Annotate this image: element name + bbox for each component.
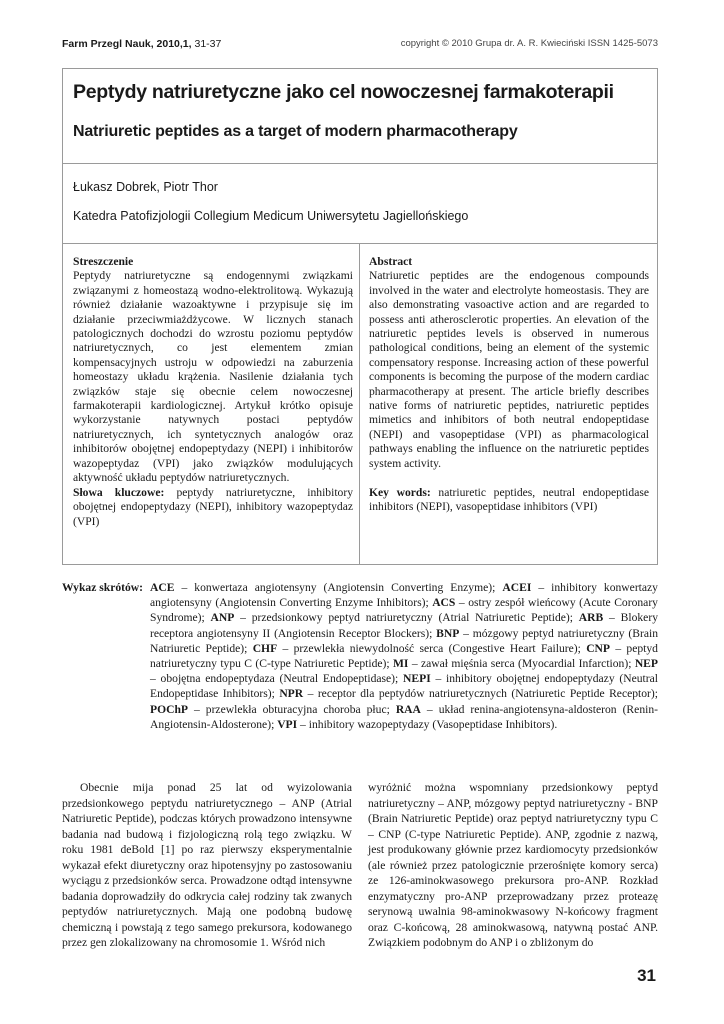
abbreviation-term: ACEI (502, 581, 532, 594)
abstract-polish (73, 255, 353, 486)
abbreviation-definition: – inhibitory wazopeptydazy (Vasopeptidase Inhibitors). (297, 717, 558, 731)
abbreviation-term: ANP (210, 611, 235, 625)
title-polish: Peptydy natriuretyczne jako cel nowoczesnej farmakoterapii (73, 81, 614, 103)
article-header-box (62, 68, 658, 565)
body-paragraph: Obecnie mija ponad 25 lat od wyizolowania przedsionkowego peptydu natriuretycznego – ANP (Atrial Natriuretic Peptide), podczas których prowadzono intensywne badania nad budową i fizjologiczną rolą tego związku. W roku 1981 deBold [1] po raz pierwszy eksperymentalnie wykazał efekt diuretyczny oraz hipotensyjny po zastosowaniu wyciągu z przedsionków serca. Prowadzone odtąd intensywne badania doprowadziły do odkrycia całej rodziny tak zwanych peptydów natriuretycznych. Mają one podobną budowę chemiczną i powstają z tego samego prekursora, kodowanego przez gen zlokalizowany na chromosomie 1. Wśród nich (62, 781, 352, 949)
abbreviation-term: NEPI (403, 672, 431, 686)
journal-citation (62, 38, 221, 50)
abstract-english-heading: Abstract (369, 255, 413, 268)
abbreviation-definition: – przedsionkowy peptyd natriuretyczny (Atrial Natriuretic Peptide); (234, 611, 579, 625)
abbreviations-label: Wykaz skrótów: (62, 581, 144, 594)
abbreviation-definition: – układ renina-angiotensyna-aldosteron (Renin-Angiotensin-Aldosterone); (150, 702, 658, 731)
abbreviation-term: MI (392, 657, 409, 671)
abbreviation-definition: – konwertaza angiotensyny (Angiotensin Converting Enzyme); (174, 581, 503, 594)
divider (63, 243, 657, 244)
abbreviations-list (62, 580, 658, 732)
keywords-english-label: Key words: (369, 486, 431, 499)
abbreviation-term: ACS (432, 596, 456, 610)
journal-name: Farm Przegl Nauk, 2010,1, (62, 38, 192, 50)
abbreviation-term: VPI (277, 717, 298, 731)
page-number: 31 (637, 966, 656, 985)
body-paragraph: wyróżnić można wspomniany przedsionkowy peptyd natriuretyczny – ANP, mózgowy peptyd natriuretyczny - BNP (Brain Natriuretic Peptide) oraz peptyd natriuretyczny typu C – CNP (C-type Natriuretic Peptide). ANP, zgodnie z nazwą, jest produkowany głównie przez kardiomocyty przedsionków (ale również przez patologicznie przerośnięte komory serca) ze 126-aminokwasowego prekursora pro-ANP. Rozkład enzymatyczny pro-ANP przeprowadzany przez proteazę serynową uwalnia 98-aminokwasowy N-końcowy fragment oraz C-końcową, 28 aminokwasową, natywną postać ANP. Związkiem podobnym do ANP i o zbliżonym do (368, 781, 658, 949)
abstract-english-text: Natriuretic peptides are the endogenous compounds involved in the water and electrolyte homeostasis. They are also demonstrating vasoactive action and are regarded to possess anti atherosclerotic properties. An elevation of the natriuretic peptides levels is observed in numerous pathological conditions, being an element of the systemic compensatory response. Increasing action of these powerful components is becoming the purpose of the modern cardiac pharmacotherapy at present. The article briefly describes native forms of natriuretic peptides, natriuretic peptides mimetics and inhibitors of both neutral endopeptidase (NEPI) and vasopeptidase (VPI) as pharmacological pathways enabling the influence on the natriuretic peptides system activity. (369, 269, 649, 470)
abbreviation-definition: – peptyd natriuretyczny typu C (C-type Natriuretic Peptide); (150, 641, 658, 671)
abbreviation-definition: – przewlekła obturacyjna choroba płuc; (188, 702, 396, 716)
running-header (62, 38, 658, 52)
abbreviation-term: POChP (150, 702, 189, 716)
keywords-english (369, 486, 649, 515)
abbreviation-term: BNP (436, 626, 460, 640)
title-english: Natriuretic peptides as a target of modern pharmacotherapy (73, 123, 518, 140)
column-divider (359, 243, 360, 564)
abbreviation-definition: – inhibitory konwertazy angiotensyny (Angiotensin Converting Enzyme Inhibitors); (150, 581, 658, 610)
keywords-english-text: natriuretic peptides, neutral endopeptidase inhibitors (NEPI), vasopeptidase inhibitors (VPI) (369, 486, 649, 514)
abbreviation-definition: – receptor dla peptydów natriuretycznych (Natriuretic Peptide Receptor); (303, 687, 658, 701)
divider (63, 163, 657, 164)
authors: Łukasz Dobrek, Piotr Thor (73, 180, 218, 194)
abbreviation-term: ACE (150, 581, 175, 594)
abbreviation-definition: – obojętna endopeptydaza (Neutral Endopeptidase); (150, 672, 404, 686)
abbreviation-definition: – Blokery receptora angiotensyny II (Angiotensin Receptor Blockers); (150, 611, 658, 640)
keywords-polish-text: peptydy natriuretyczne, inhibitory obojętnej endopeptydazy (NEPI), inhibitory wazopeptydaz (VPI) (73, 486, 353, 528)
abstract-polish-heading: Streszczenie (73, 255, 134, 268)
body-column-right (368, 780, 658, 951)
abstract-english (369, 255, 649, 471)
keywords-polish (73, 486, 353, 529)
abbreviation-term: CNP (586, 641, 611, 655)
body-column-left (62, 780, 352, 951)
keywords-polish-label: Słowa kluczowe: (73, 486, 165, 499)
abbreviation-term: NPR (279, 687, 304, 701)
affiliation: Katedra Patofizjologii Collegium Medicum Uniwersytetu Jagiellońskiego (73, 209, 469, 223)
page-range: 31-37 (191, 38, 222, 50)
copyright-notice: copyright © 2010 Grupa dr. A. R. Kwieciński ISSN 1425-5073 (400, 38, 658, 49)
abbreviation-definition: – zawał mięśnia serca (Myocardial Infarction); (408, 657, 635, 671)
abbreviation-definition: – ostry zespół wieńcowy (Acute Coronary Syndrome); (150, 596, 658, 625)
abbreviation-term: CHF (252, 641, 278, 655)
abstract-polish-text: Peptydy natriuretyczne są endogennymi związkami związanymi z homeostazą wodno-elektrolitową. Wykazują również działanie wazoaktywne i przypisuje się im działanie przeciwmiażdżycowe. W licznych stanach patologicznych dochodzi do wzrostu poziomu peptydów natriuretycznych, co jest elementem zmian kompensacyjnych ustroju w odpowiedzi na zaburzenia homeostazy układu krążenia. Nasilenie działania tych związków staje się obecnie celem nowoczesnej farmakoterapii kardiologicznej. Artykuł krótko opisuje wykorzystanie natywnych postaci peptydów natriuretycznych, ich syntetycznych analogów oraz inhibitorów obojętnej endopeptydazy (NEPI) i inhibitorów wazopeptydaz (VPI) jako związków modulujących aktywność układu peptydów natriuretycznych. (73, 269, 353, 485)
abbreviations-text (150, 580, 658, 732)
abbreviation-definition: – inhibitory obojętnej endopeptydazy (Neutral Endopeptidase Inhibitors); (150, 672, 658, 701)
abbreviation-definition: – przewlekła niewydolność serca (Congestive Heart Failure); (277, 641, 587, 655)
abbreviation-term: RAA (395, 702, 421, 716)
abbreviation-term: NEP (634, 657, 658, 671)
abbreviation-term: ARB (578, 611, 604, 625)
abbreviation-definition: – mózgowy peptyd natriuretyczny (Brain Natriuretic Peptide); (150, 626, 658, 655)
